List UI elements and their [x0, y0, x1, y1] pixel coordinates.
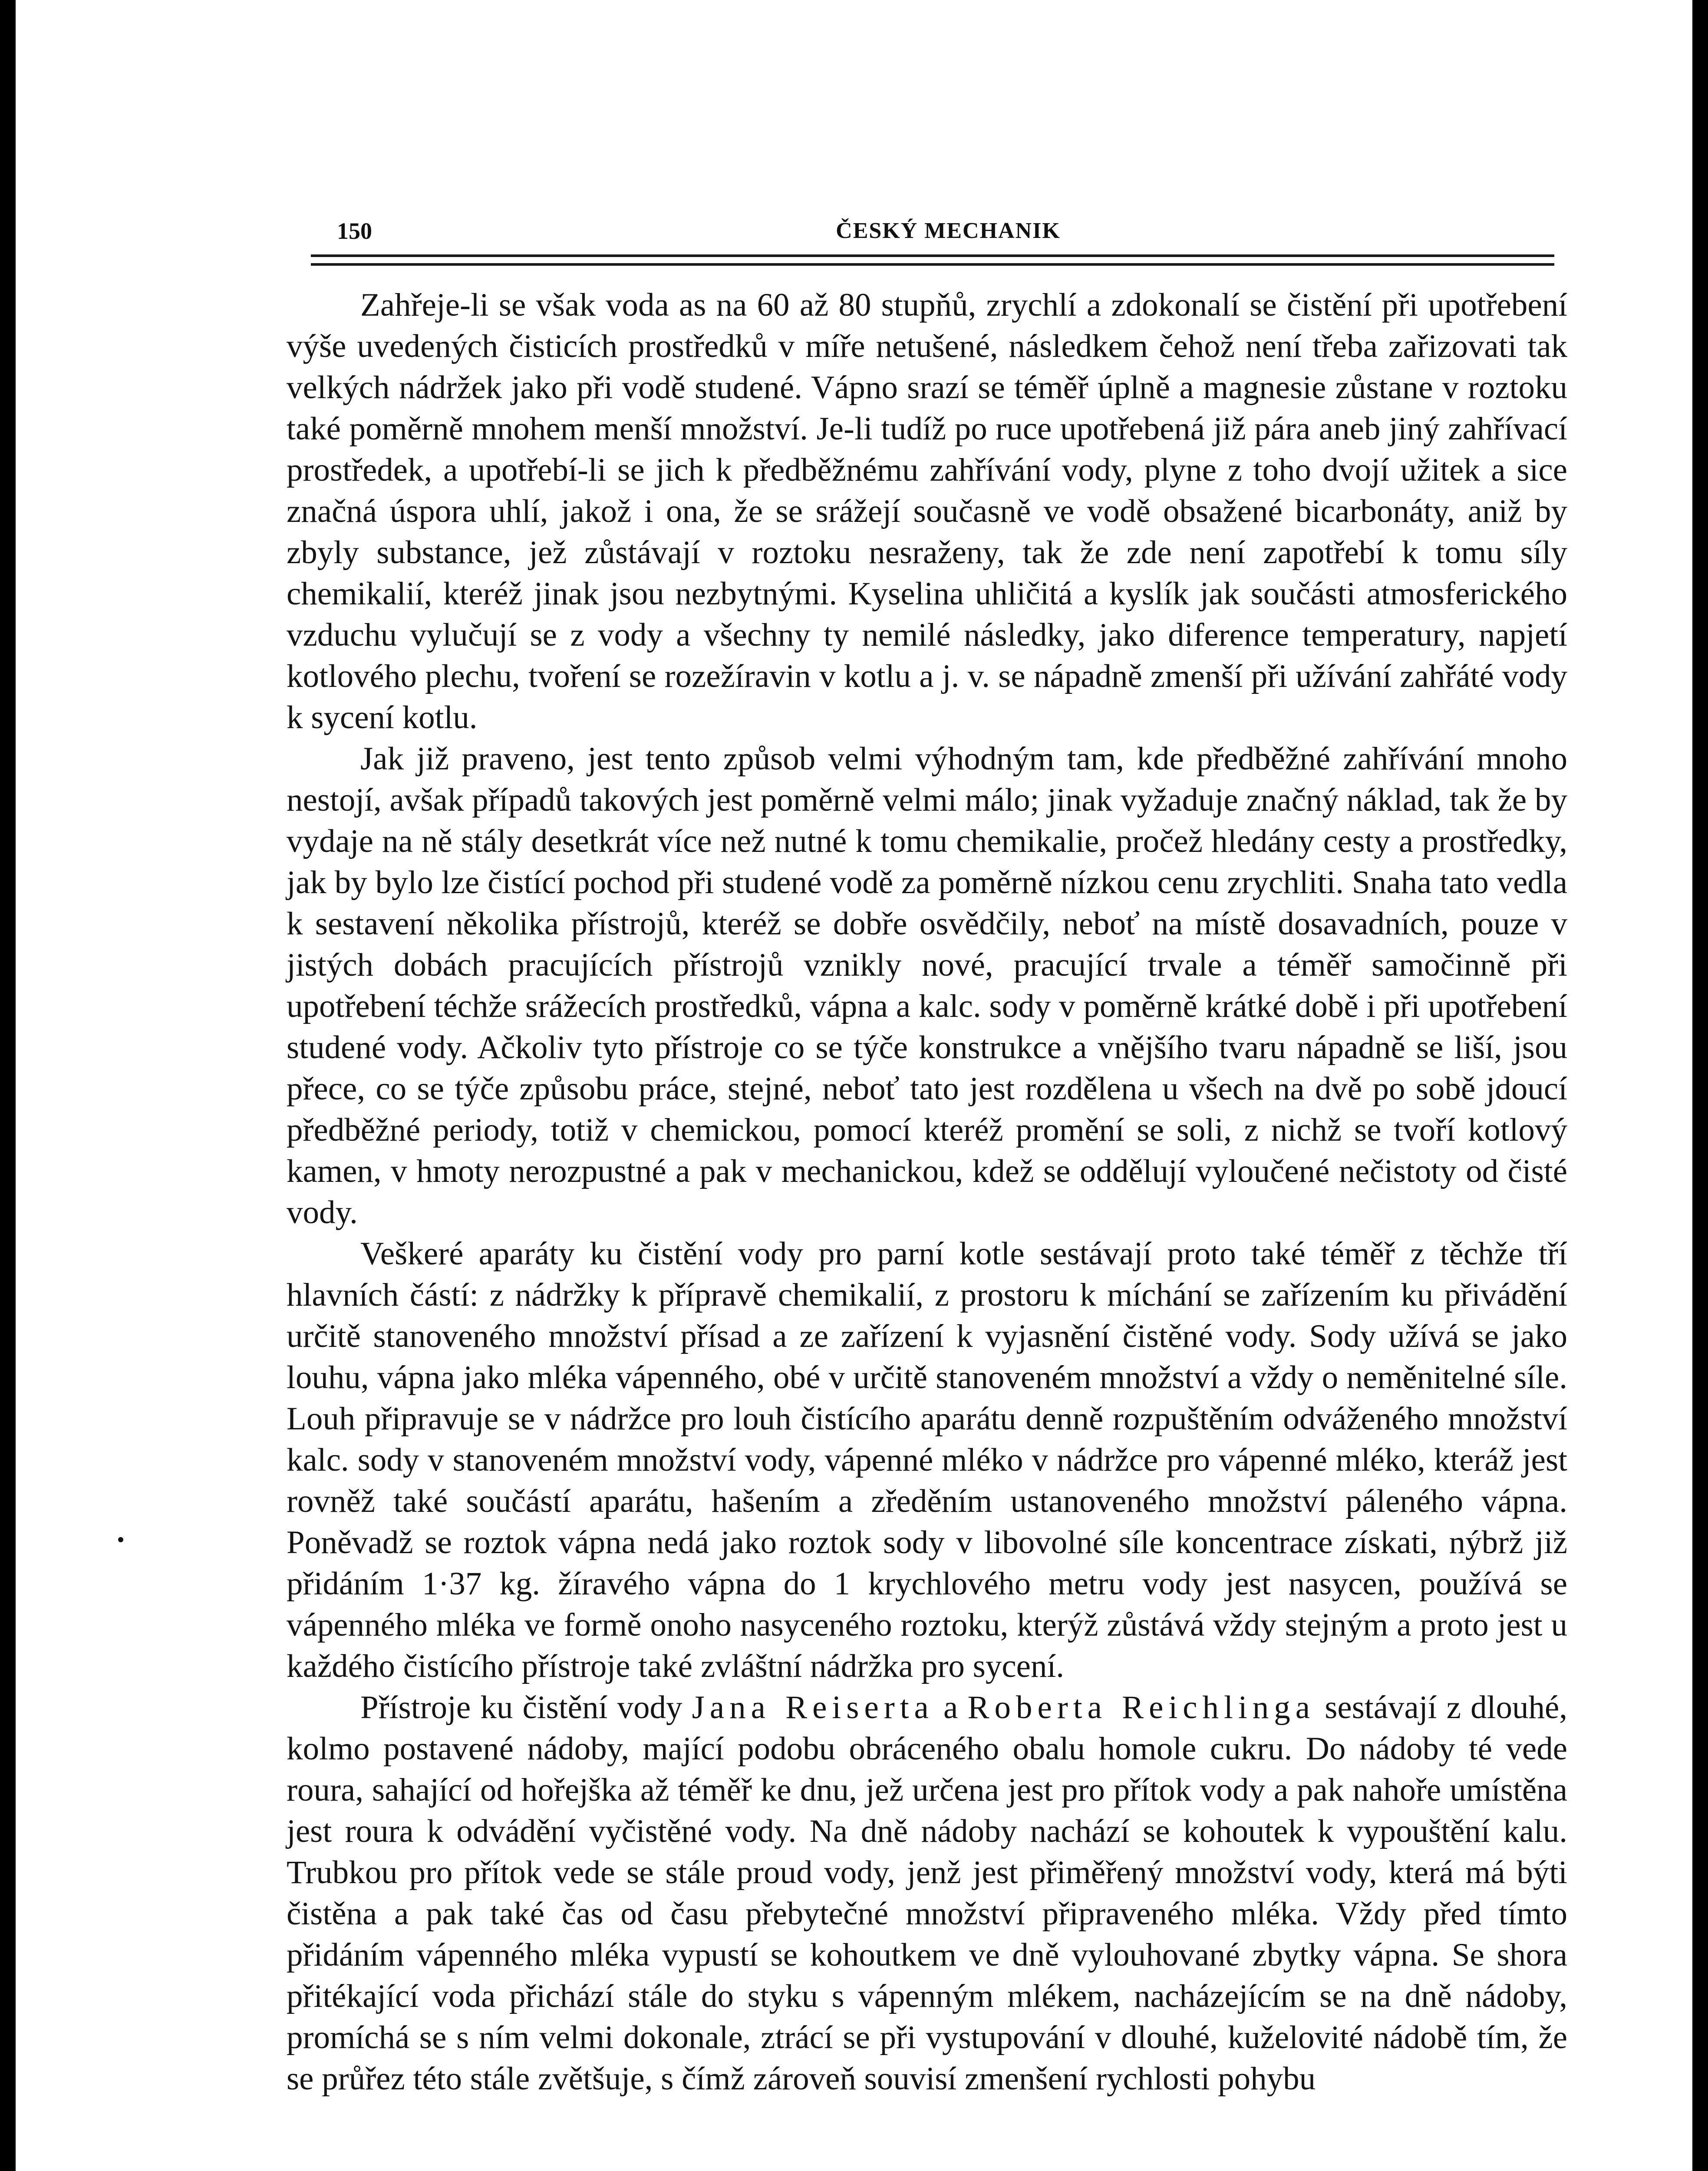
- paragraph-3: Veškeré aparáty ku čistění vody pro parní kotle sestávají proto také téměř z těchže tří hlavních částí: z nádržky k přípravě chemikalií, z prostoru k míchání se zařízením ku přivádění určitě stanoveného množství přísad a ze zařízení k vyjasnění čistěné vody. Sody užívá se jako louhu, vápna jako mléka vápenného, obé v určitě stanoveném množství a vždy o neměnitelné síle. Louh připravuje se v nádržce pro louh čistícího aparátu denně rozpuštěním odváženého množství kalc. sody v stanoveném množství vody, vápenné mléko v nádržce pro vápenné mléko, kteráž jest rovněž také součástí aparátu, hašením a zředěním ustanoveného množství páleného vápna. Poněvadž se roztok vápna nedá jako roztok sody v libovolné síle koncentrace získati, nýbrž již přidáním 1·37 kg. žíravého vápna do 1 krychlového metru vody jest nasycen, používá se vápenného mléka ve formě onoho nasyceného roztoku, kterýž zůstává vždy stejným a proto jest u každého čistícího přístroje také zvláštní nádržka pro sycení.: [287, 1236, 1567, 1684]
- paragraph-4-start: Přístroje ku čistění vody: [360, 1689, 692, 1726]
- paragraph-4: [287, 1687, 1567, 2099]
- paragraph-2: Jak již praveno, jest tento způsob velmi výhodným tam, kde předběžné zahřívání mnoho nestojí, avšak případů takových jest poměrně velmi málo; jinak vyžaduje značný náklad, tak že by vydaje na ně stály desetkrát více než nutné k tomu chemikalie, pročež hledány cesty a prostředky, jak by bylo lze čistící pochod při studené vodě za poměrně nízkou cenu zrychliti. Snaha tato vedla k sestavení několika přístrojů, kteréž se dobře osvědčily, neboť na místě dosavadních, pouze v jistých dobách pracujících přístrojů vznikly nové, pracující trvale a téměř samočinně při upotřebení téchže srážecích prostředků, vápna a kalc. sody v poměrně krátké době i při upotřebení studené vody. Ačkoliv tyto přístroje co se týče konstrukce a vnějšího tvaru nápadně se liší, jsou přece, co se týče způsobu práce, stejné, neboť tato jest rozdělena u všech na dvě po sobě jdoucí předběžné periody, totiž v chemickou, pomocí kteréž promění se soli, z nichž se tvoří kotlový kamen, v hmoty nerozpustné a pak v mechanickou, kdež se oddělují vyloučené nečistoty od čisté vody.: [287, 741, 1567, 1231]
- paragraph-1: Zahřeje-li se však voda as na 60 až 80 stupňů, zrychlí a zdokonalí se čistění při upotřebení výše uvedených čisticích prostředků v míře netušené, následkem čehož není třeba zařizovati tak velkých nádržek jako při vodě studené. Vápno srazí se téměř úplně a magnesie zůstane v roztoku také poměrně mnohem menší množství. Je-li tudíž po ruce upotřebená již pára aneb jiný zahřívací prostředek, a upotřebí-li se jich k předběžnému zahřívání vody, plyne z toho dvojí užitek a sice značná úspora uhlí, jakož i ona, že se srážejí současně ve vodě obsažené bicarbonáty, aniž by zbyly substance, jež zůstávají v roztoku nesraženy, tak že zde není zapotřebí k tomu síly chemikalií, kteréž jinak jsou nezbytnými. Kyselina uhličitá a kyslík jak součásti atmosferického vzduchu vylučují se z vody a všechny ty nemilé následky, jako diference temperatury, napjetí kotlového plechu, tvoření se rozežíravin v kotlu a j. v. se nápadně zmenší při užívání zahřáté vody k sycení kotlu.: [287, 287, 1567, 736]
- running-title: ČESKÝ MECHANIK: [836, 218, 1061, 243]
- margin-speck: [118, 1537, 123, 1542]
- header-rule-bottom: [311, 263, 1554, 266]
- paragraph-4-conjunction: a: [933, 1689, 968, 1726]
- header-rule-top: [311, 254, 1554, 257]
- body-text: [287, 284, 1567, 2099]
- inventor-name-reisert: Jana Reiserta: [692, 1689, 934, 1726]
- page-number: 150: [337, 218, 372, 244]
- page-header: [326, 215, 1570, 250]
- inventor-name-reichling: Roberta Reichlinga: [967, 1689, 1316, 1726]
- paragraph-4-rest: sestávají z dlouhé, kolmo postavené nádoby, mající podobu obráceného obalu homole cukru. Do nádoby té vede roura, sahající od hořejška až téměř ke dnu, jež určena jest pro přítok vody a pak nahoře umístěna jest roura k odvádění vyčistěné vody. Na dně nádoby nachází se kohoutek k vypouštění kalu. Trubkou pro přítok vede se stále proud vody, jenž jest přiměřený množství vody, která má býti čistěna a pak také čas od času přebytečné množství připraveného mléka. Vždy před tímto přidáním vápenného mléka vypustí se kohoutkem ve dně vylouhované zbytky vápna. Se shora přitékající voda přichází stále do styku s vápenným mlékem, nacházejícím se na dně nádoby, promíchá se s ním velmi dokonale, ztrácí se při vystupování v dlouhé, kuželovité nádobě tím, že se průřez této stále zvětšuje, s čímž zároveň souvisí zmenšení rychlosti pohybu: [287, 1689, 1567, 2097]
